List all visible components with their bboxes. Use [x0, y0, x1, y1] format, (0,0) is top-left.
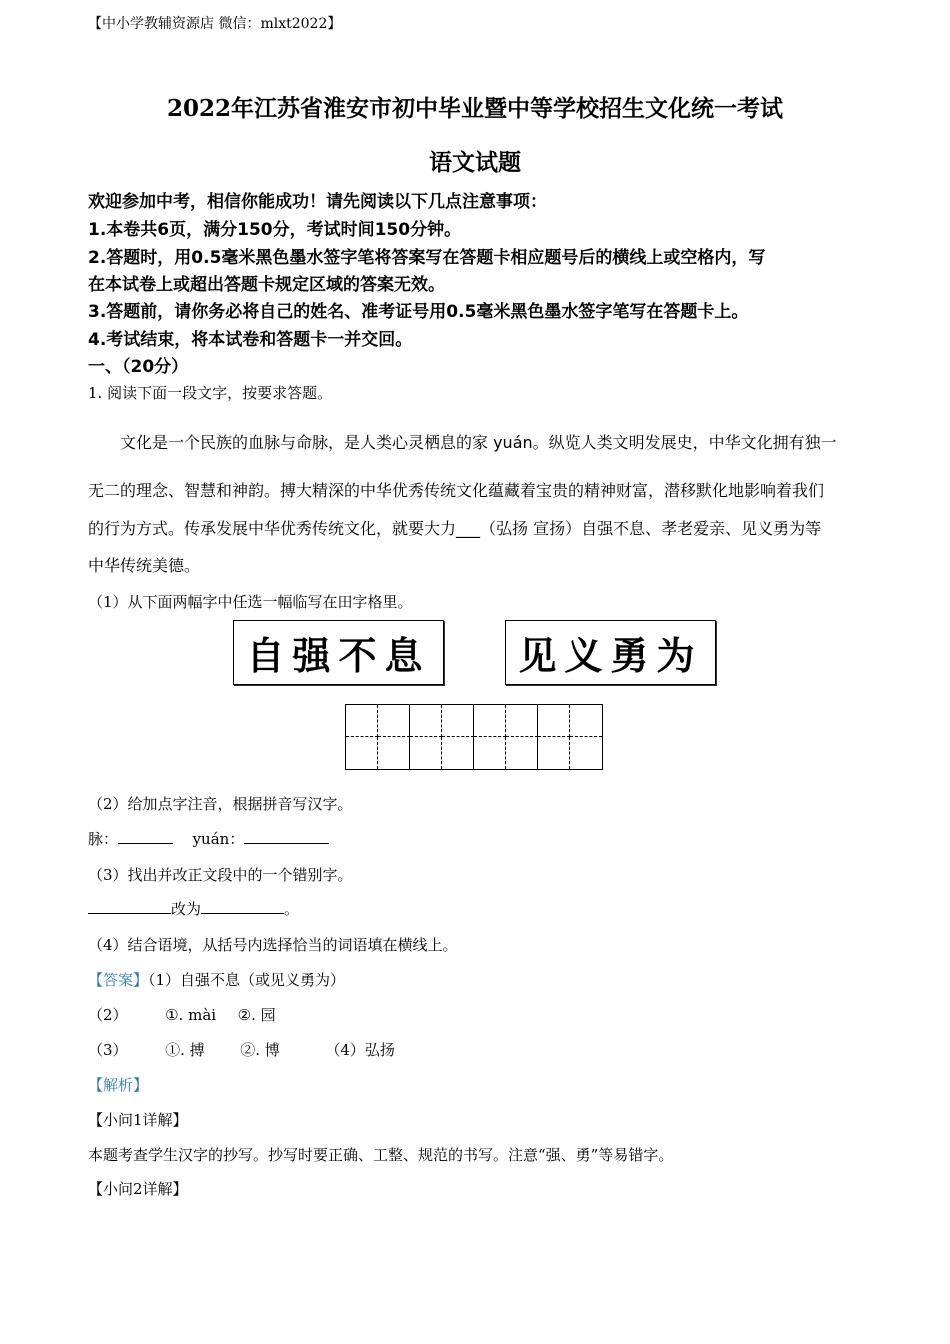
grid-cell: [506, 737, 538, 769]
answer-blank[interactable]: [88, 899, 171, 914]
passage-line-4: 中华传统美德。: [88, 556, 201, 575]
detail-1-text: 本题考查学生汉字的抄写。抄写时要正确、工整、规范的书写。注意“强、勇”等易错字。: [88, 1146, 674, 1164]
answer-blank[interactable]: [244, 829, 329, 844]
answer-3-a: ①. 搏: [165, 1041, 205, 1059]
answer-2-a: ①. mài: [165, 1006, 217, 1024]
answer-blank[interactable]: [201, 899, 284, 914]
section-heading: 一、（20分）: [88, 357, 189, 377]
answer-blank[interactable]: [118, 829, 173, 844]
answer-3-num: （3）: [88, 1041, 128, 1059]
answer-3-b: ②. 博: [240, 1041, 280, 1059]
grid-cell: [570, 737, 602, 769]
sub-question-2-answer-line: [88, 828, 329, 849]
grid-cell: [474, 705, 506, 737]
line-end-mark: 。: [284, 900, 300, 918]
sub-question-2: （2）给加点字注音，根据拼音写汉字。: [88, 795, 353, 813]
analysis-label: 【解析】: [88, 1076, 149, 1094]
grid-cell: [538, 705, 570, 737]
answer-2-num: （2）: [88, 1006, 128, 1024]
notice-intro: 欢迎参加中考，相信你能成功！请先阅读以下几点注意事项：: [88, 192, 547, 212]
grid-cell: [570, 705, 602, 737]
answer-4-text: （4）弘扬: [325, 1041, 395, 1059]
answer-block-1: [88, 969, 345, 990]
answer-2-b: ②. 园: [237, 1006, 276, 1024]
sub-question-3-answer-line: [88, 898, 299, 919]
passage-line-2: 无二的理念、智慧和神韵。搏大精深的中华优秀传统文化蕴藏着宝贵的精神财富，潜移默化地影响着我们: [88, 481, 825, 500]
notice-4: 4.考试结束，将本试卷和答题卡一并交回。: [88, 330, 413, 350]
passage-line-1: 文化是一个民族的血脉与命脉，是人类心灵栖息的家 yuán。纵览人类文明发展史，中华文化拥有独一: [120, 433, 837, 452]
calligraphy-sample-1: 自强不息: [233, 620, 444, 685]
notice-1: 1.本卷共6页，满分150分，考试时间150分钟。: [88, 220, 462, 240]
page-header: 【中小学教辅资源店 微信：mlxt2022】: [88, 16, 342, 32]
grid-cell: [506, 705, 538, 737]
correction-connector: 改为: [171, 900, 202, 918]
sub-question-4: （4）结合语境，从括号内选择恰当的词语填在横线上。: [88, 936, 458, 954]
grid-cell: [474, 737, 506, 769]
calligraphy-sample-2: 见义勇为: [505, 620, 716, 685]
answer-label: 【答案】: [88, 971, 149, 989]
grid-cell: [442, 705, 474, 737]
detail-1-label: 【小问1详解】: [88, 1111, 188, 1129]
notice-3: 3.答题前，请你务必将自己的姓名、准考证号用0.5毫米黑色墨水签字笔写在答题卡上。: [88, 302, 749, 322]
answer-block-2: [88, 1004, 276, 1025]
exam-subject: 语文试题: [429, 149, 521, 176]
tianzige-grid: [345, 704, 603, 770]
grid-cell: [346, 737, 378, 769]
question-1-intro: 1. 阅读下面一段文字，按要求答题。: [88, 384, 333, 402]
exam-title: 2022年江苏省淮安市初中毕业暨中等学校招生文化统一考试: [166, 95, 783, 122]
sub-question-1: （1）从下面两幅字中任选一幅临写在田字格里。: [88, 593, 413, 611]
grid-cell: [538, 737, 570, 769]
notice-2: 2.答题时，用0.5毫米黑色墨水签字笔将答案写在答题卡相应题号后的横线上或空格内，写: [88, 248, 766, 268]
grid-cell: [378, 737, 410, 769]
grid-cell: [442, 737, 474, 769]
answer-1-text: （1）自强不息（或见义勇为）: [148, 971, 346, 989]
grid-cell: [410, 737, 442, 769]
passage-line-3: 的行为方式。传承发展中华优秀传统文化，就要大力___（弘扬 宣扬）自强不息、孝老爱亲、见义勇为等: [88, 519, 822, 538]
grid-cell: [346, 705, 378, 737]
answer-block-3: [88, 1039, 395, 1060]
detail-2-label: 【小问2详解】: [88, 1180, 188, 1198]
notice-2-cont: 在本试卷上或超出答题卡规定区域的答案无效。: [88, 275, 445, 295]
pinyin-prompt-mai: 脉：: [88, 830, 119, 848]
grid-cell: [378, 705, 410, 737]
grid-cell: [410, 705, 442, 737]
sub-question-3: （3）找出并改正文段中的一个错别字。: [88, 866, 353, 884]
pinyin-prompt-yuan: yuán：: [192, 830, 245, 848]
